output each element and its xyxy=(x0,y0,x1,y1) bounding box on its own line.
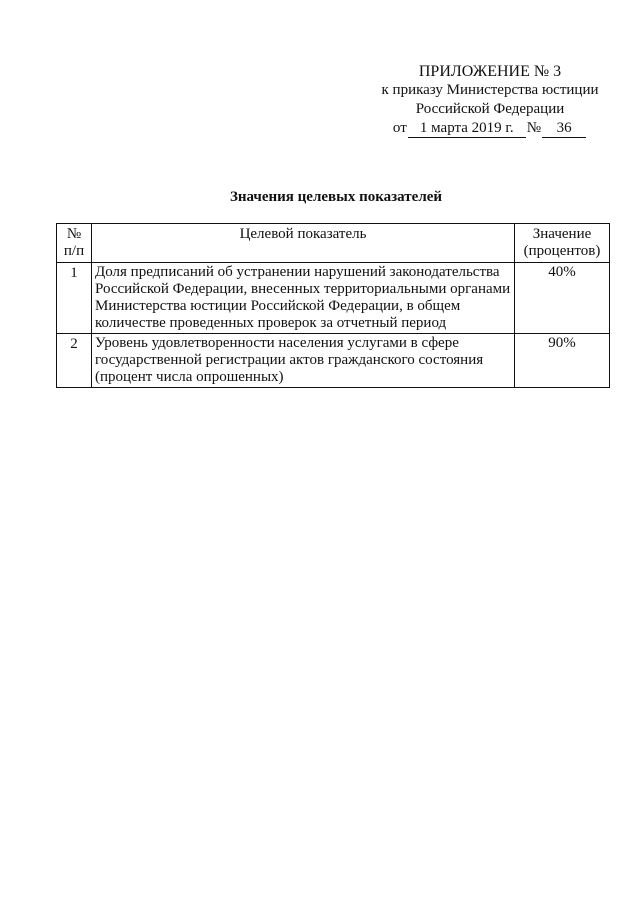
row-num: 1 xyxy=(57,263,92,334)
indicators-table xyxy=(56,223,610,388)
document-heading: Значения целевых показателей xyxy=(229,189,443,205)
order-number: 36 xyxy=(542,120,586,138)
row-indicator: Доля предписаний об устранении нарушений законодательства Российской Федерации, внесенных территориальными органами Министерства юстиции Российской Федерации, в общем количестве проведенных проверок за отчетный период xyxy=(92,263,515,334)
row-value: 90% xyxy=(515,334,610,388)
appendix-order-line: к приказу Министерства юстиции xyxy=(381,82,599,98)
row-value: 40% xyxy=(515,263,610,334)
appendix-block xyxy=(360,62,620,138)
table-row xyxy=(57,263,610,334)
number-prefix: № xyxy=(526,120,542,136)
row-indicator: Уровень удовлетворенности населения услугами в сфере государственной регистрации актов гражданского состояния (процент числа опрошенных) xyxy=(92,334,515,388)
date-prefix: от xyxy=(392,120,407,136)
appendix-ministry-line: Российской Федерации xyxy=(415,101,565,117)
table-row xyxy=(57,334,610,388)
row-num: 2 xyxy=(57,334,92,388)
appendix-title: ПРИЛОЖЕНИЕ № 3 xyxy=(418,63,562,80)
header-indicator: Целевой показатель xyxy=(92,224,515,263)
order-date: 1 марта 2019 г. xyxy=(408,120,526,138)
appendix-date-line xyxy=(360,119,620,138)
header-num: № п/п xyxy=(57,224,92,263)
table-header-row xyxy=(57,224,610,263)
header-value: Значение (процентов) xyxy=(515,224,610,263)
